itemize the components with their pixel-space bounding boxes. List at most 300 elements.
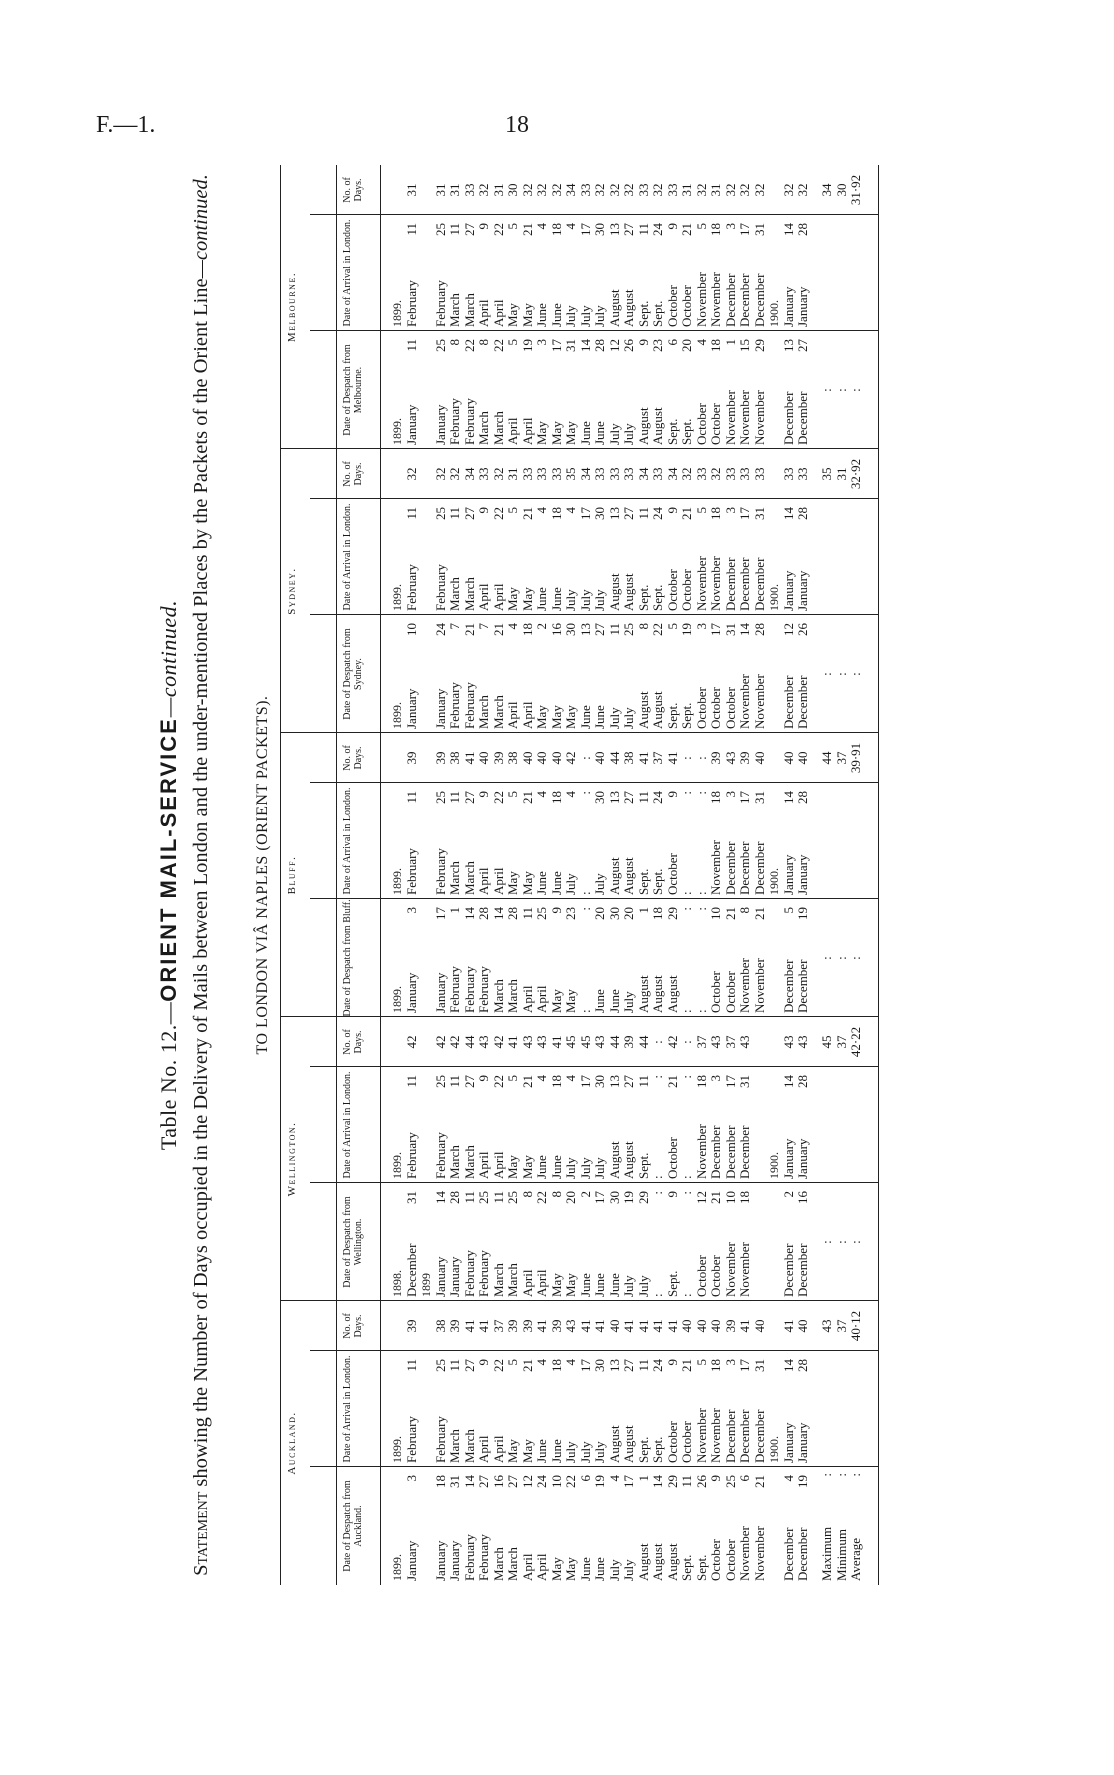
- arrival-date: [564, 1355, 579, 1463]
- despatch-date: [637, 619, 652, 729]
- despatch-date: [564, 903, 579, 1013]
- month: December: [722, 1125, 738, 1179]
- first-arrival: [405, 1355, 420, 1463]
- month: June: [592, 421, 607, 445]
- arrival-date: [506, 219, 521, 327]
- arrival-date: [463, 787, 478, 895]
- month: March: [461, 861, 477, 895]
- month: April: [519, 1269, 535, 1297]
- spacer: [390, 449, 405, 499]
- despatch-date: [521, 335, 536, 445]
- month: August: [635, 975, 651, 1013]
- month: October: [693, 403, 709, 445]
- days-value: 31: [490, 183, 506, 197]
- arrival-date: [492, 503, 507, 611]
- day: 27: [621, 507, 636, 520]
- arrival-date: [782, 1071, 797, 1179]
- day: 18: [548, 1075, 564, 1088]
- despatch-header: Date of Despatch from Bluff.: [342, 899, 353, 1017]
- summary-dots: :: [819, 956, 834, 960]
- arrival-date: [477, 1355, 492, 1463]
- day: 22: [490, 507, 506, 520]
- despatch-date: [651, 1187, 666, 1297]
- arrival-date: [738, 787, 753, 895]
- days-value: 33: [621, 467, 636, 481]
- year-label: 1899: [419, 1273, 433, 1297]
- day: 27: [461, 791, 477, 804]
- arrival-date: [608, 503, 623, 611]
- arrival-date: [521, 219, 536, 327]
- spacer: [419, 503, 434, 611]
- day: 20: [679, 339, 694, 352]
- days-value: 33: [577, 183, 593, 197]
- days-value: 40: [708, 1319, 723, 1333]
- month: March: [476, 411, 491, 445]
- day: 27: [592, 623, 607, 636]
- days-value: 30: [505, 183, 520, 197]
- summary-value: 43: [819, 1319, 834, 1333]
- day: 21: [664, 1075, 680, 1088]
- day: 17: [737, 791, 752, 804]
- despatch-date: [695, 903, 710, 1013]
- spacer: [419, 1355, 434, 1463]
- day: :: [679, 791, 694, 795]
- month: April: [490, 299, 506, 327]
- despatch-date: [579, 1187, 594, 1297]
- despatch-date: [463, 903, 478, 1013]
- month: November: [693, 1124, 709, 1179]
- despatch-date: [666, 619, 681, 729]
- days-value: 33: [534, 467, 549, 481]
- day: 25: [534, 907, 549, 920]
- day: 26: [621, 339, 636, 352]
- arrival-header: Date of Arrival in London.: [342, 219, 353, 327]
- arrival-date: [680, 787, 695, 895]
- day: 26: [693, 1475, 709, 1488]
- despatch-date: [448, 335, 463, 445]
- month: December: [737, 273, 752, 327]
- month: April: [476, 1151, 491, 1179]
- day: 24: [650, 507, 665, 520]
- despatch-date: [796, 619, 811, 729]
- day: 11: [403, 507, 419, 520]
- route-heading: TO LONDON VIÂ NAPLES (ORIENT PACKETS).: [254, 695, 271, 1055]
- arrival-date: [796, 1355, 811, 1463]
- day: 21: [461, 623, 477, 636]
- month: December: [737, 1409, 752, 1463]
- day: 21: [519, 223, 535, 236]
- day: 25: [432, 223, 448, 236]
- month: February: [476, 1534, 491, 1581]
- month: January: [780, 286, 796, 327]
- arrival-date: [579, 1071, 594, 1179]
- month: June: [577, 1557, 593, 1581]
- arrival-date: [434, 219, 449, 327]
- month: July: [592, 305, 607, 327]
- summary-days: [820, 449, 864, 499]
- month: March: [447, 293, 462, 327]
- year-label: 1898.: [390, 1270, 404, 1297]
- days-value: 33: [519, 467, 535, 481]
- day: 14: [490, 907, 506, 920]
- summary-dots: :: [833, 1240, 849, 1244]
- days-value: 40: [534, 751, 549, 765]
- summary-label: Minimum: [833, 1528, 849, 1581]
- despatch-date: [477, 619, 492, 729]
- day: 25: [432, 339, 448, 352]
- arrival-date: [535, 787, 550, 895]
- despatch-date: [506, 335, 521, 445]
- day: 18: [548, 507, 564, 520]
- month: June: [606, 1273, 622, 1297]
- despatch-date: [535, 903, 550, 1013]
- month: February: [476, 966, 491, 1013]
- arrival-date: [782, 503, 797, 611]
- month: June: [548, 1439, 564, 1463]
- summary-value: 37: [833, 1319, 849, 1333]
- despatch-column: [390, 335, 811, 445]
- despatch-date: [448, 1187, 463, 1297]
- month: June: [592, 1273, 607, 1297]
- month: Sept.: [664, 1270, 680, 1297]
- month: July: [592, 873, 607, 895]
- month: May: [563, 1273, 578, 1297]
- month: July: [621, 1559, 636, 1581]
- days-value: 39: [447, 1319, 462, 1333]
- arrival-date: [477, 219, 492, 327]
- days-value: 45: [577, 1035, 593, 1049]
- day: 28: [795, 223, 810, 236]
- arrival-date: [579, 219, 594, 327]
- arrival-date: [564, 787, 579, 895]
- month: Sept.: [650, 300, 665, 327]
- days-value: :: [693, 756, 709, 760]
- month: December: [795, 1243, 810, 1297]
- day: 27: [621, 223, 636, 236]
- days-value: 31: [505, 467, 520, 481]
- despatch-date: [434, 1187, 449, 1297]
- despatch-date: [622, 335, 637, 445]
- day: 27: [505, 1475, 520, 1488]
- despatch-date: [680, 1187, 695, 1297]
- day: 4: [534, 223, 549, 230]
- month: August: [635, 1543, 651, 1581]
- month: October: [664, 853, 680, 895]
- day: 12: [780, 623, 796, 636]
- month: November: [708, 840, 723, 895]
- month: November: [693, 272, 709, 327]
- day: 11: [635, 791, 651, 804]
- arrival-date: [448, 1071, 463, 1179]
- despatch-header: Date of Despatch from Melbourne.: [342, 344, 364, 436]
- summary-value: 40·12: [848, 1310, 863, 1342]
- despatch-date: [521, 619, 536, 729]
- arrival-date: [579, 787, 594, 895]
- arrival-date: [782, 1355, 797, 1463]
- day: 4: [563, 507, 578, 514]
- day: 31: [563, 339, 578, 352]
- days-value: 43: [534, 1035, 549, 1049]
- despatch-date: [593, 1471, 608, 1581]
- days-value: 40: [606, 1319, 622, 1333]
- month: February: [461, 398, 477, 445]
- month: November: [693, 1408, 709, 1463]
- day: 31: [751, 1359, 767, 1372]
- despatch-date: [579, 335, 594, 445]
- despatch-date: [506, 1471, 521, 1581]
- summary-dots: :: [819, 388, 834, 392]
- day: 8: [476, 339, 491, 346]
- days-value: 41: [577, 1319, 593, 1333]
- year-label: 1900.: [767, 1436, 781, 1463]
- month: May: [505, 1155, 520, 1179]
- days-value: 32: [708, 467, 723, 481]
- days-value: 39: [505, 1319, 520, 1333]
- day: 28: [795, 1075, 810, 1088]
- month: February: [461, 966, 477, 1013]
- arrival-date: [463, 1071, 478, 1179]
- month: December: [722, 841, 738, 895]
- day: 4: [534, 1359, 549, 1366]
- days-value: 39: [722, 1319, 738, 1333]
- month: :: [679, 1293, 694, 1297]
- despatch-date: [434, 335, 449, 445]
- table-title: Table No. 12.—ORIENT MAIL-SERVICE—continued.: [156, 599, 181, 1151]
- group-divider: [280, 1300, 878, 1301]
- day: 22: [490, 339, 506, 352]
- despatch-date: [492, 335, 507, 445]
- day: 21: [751, 907, 767, 920]
- days-value: 44: [635, 1035, 651, 1049]
- days-value: 32: [650, 183, 665, 197]
- days-value: 33: [461, 183, 477, 197]
- days-value: 33: [780, 467, 796, 481]
- month: December: [737, 841, 752, 895]
- day: 27: [621, 1075, 636, 1088]
- despatch-date: [796, 903, 811, 1013]
- rule-0: [280, 165, 281, 1585]
- month: April: [490, 867, 506, 895]
- arrival-date: [680, 1071, 695, 1179]
- despatch-date: [666, 903, 681, 1013]
- month: :: [679, 891, 694, 895]
- month: Sept.: [679, 1554, 694, 1581]
- first-days: 42: [403, 1035, 419, 1049]
- day: 20: [592, 907, 607, 920]
- days-value: 41: [548, 1035, 564, 1049]
- summary-dots: :: [848, 1473, 863, 1477]
- arrival-column: [390, 1355, 811, 1463]
- day: 31: [403, 1191, 419, 1204]
- day: 31: [722, 623, 738, 636]
- first-despatch: [405, 335, 420, 445]
- day: 11: [519, 907, 535, 920]
- despatch-date: [535, 1471, 550, 1581]
- day: 11: [606, 623, 622, 636]
- despatch-date: [492, 903, 507, 1013]
- mail-delivery-table: [280, 165, 880, 1585]
- day: 11: [679, 1475, 694, 1488]
- group-title-4: Melbourne.: [286, 271, 298, 343]
- month: October: [664, 285, 680, 327]
- arrival-header: Date of Arrival in London.: [342, 787, 353, 895]
- days-value: 32: [548, 183, 564, 197]
- summary-dots: :: [833, 388, 849, 392]
- month: October: [708, 971, 723, 1013]
- summary-dots: :: [848, 1240, 863, 1244]
- summary-value: 44: [819, 751, 834, 765]
- despatch-date: [564, 335, 579, 445]
- month: August: [606, 289, 622, 327]
- spacer: [419, 219, 434, 327]
- month: March: [505, 1547, 520, 1581]
- summary-days: [820, 1301, 864, 1351]
- day: 29: [635, 1191, 651, 1204]
- arrival-date: [521, 1355, 536, 1463]
- day: 1: [722, 339, 738, 346]
- day: 29: [664, 1475, 680, 1488]
- days-value: 38: [447, 751, 462, 765]
- day: 11: [403, 223, 419, 236]
- year-label: 1899.: [390, 986, 404, 1013]
- days-value: 45: [563, 1035, 578, 1049]
- arrival-date: [463, 1355, 478, 1463]
- day: 19: [621, 1191, 636, 1204]
- month: February: [432, 564, 448, 611]
- month: June: [548, 303, 564, 327]
- group-title-0: Auckland.: [286, 1411, 298, 1475]
- arrival-date: [637, 219, 652, 327]
- month: October: [664, 569, 680, 611]
- despatch-date: [535, 1187, 550, 1297]
- day: 8: [635, 623, 651, 630]
- arrival-date: [782, 787, 797, 895]
- days-value: 40: [795, 1319, 810, 1333]
- month: June: [534, 1155, 549, 1179]
- month: April: [490, 1435, 506, 1463]
- month: July: [563, 1441, 578, 1463]
- summary-value: 31·92: [848, 174, 863, 206]
- arrival-date: [477, 503, 492, 611]
- day: :: [693, 791, 709, 795]
- despatch-date: [738, 1187, 753, 1297]
- day: 3: [403, 907, 419, 914]
- summary-value: 45: [819, 1035, 834, 1049]
- month: January: [780, 570, 796, 611]
- day: 11: [635, 507, 651, 520]
- month: January: [403, 972, 419, 1013]
- day: 10: [548, 1475, 564, 1488]
- arrival-date: [680, 503, 695, 611]
- spacer: [767, 165, 782, 215]
- day: 29: [751, 339, 767, 352]
- day: 22: [563, 1475, 578, 1488]
- days-value: 34: [664, 467, 680, 481]
- summary-despatch: [820, 615, 864, 733]
- days-value: 43: [592, 1035, 607, 1049]
- day: 6: [737, 1475, 752, 1482]
- days-value: 33: [635, 183, 651, 197]
- year-label: 1899.: [390, 1152, 404, 1179]
- day: 22: [490, 1359, 506, 1372]
- month: January: [795, 1422, 810, 1463]
- arrival-date: [796, 1071, 811, 1179]
- summary-despatch: [820, 331, 864, 449]
- month: :: [577, 891, 593, 895]
- month: November: [737, 958, 752, 1013]
- day: 18: [737, 1191, 752, 1204]
- days-value: 33: [548, 467, 564, 481]
- summary-despatch: [820, 1467, 864, 1585]
- arrival-date: [593, 503, 608, 611]
- day: 28: [447, 1191, 462, 1204]
- arrival-date: [550, 503, 565, 611]
- arrival-date: [492, 787, 507, 895]
- despatch-date: [753, 335, 768, 445]
- days-value: 41: [534, 1319, 549, 1333]
- day: 14: [737, 623, 752, 636]
- group-title-2: Bluff.: [286, 855, 298, 895]
- month: June: [548, 587, 564, 611]
- day: 5: [664, 623, 680, 630]
- month: :: [693, 1009, 709, 1013]
- day: 18: [548, 223, 564, 236]
- despatch-date: [782, 335, 797, 445]
- month: March: [461, 577, 477, 611]
- arrival-date: [695, 1071, 710, 1179]
- month: October: [693, 1255, 709, 1297]
- first-despatch: [405, 1187, 420, 1297]
- days-value: 33: [795, 467, 810, 481]
- month: November: [722, 390, 738, 445]
- day: 11: [447, 507, 462, 520]
- arrival-date: [550, 219, 565, 327]
- summary-dots: :: [833, 956, 849, 960]
- month: April: [476, 867, 491, 895]
- day: :: [679, 1075, 694, 1079]
- arrival-date: [492, 219, 507, 327]
- month: February: [403, 848, 419, 895]
- despatch-date: [448, 1471, 463, 1581]
- days-column: [390, 1301, 811, 1351]
- month: Sept.: [635, 1152, 651, 1179]
- first-arrival: [405, 219, 420, 327]
- day: 14: [780, 507, 796, 520]
- arrival-date: [651, 1071, 666, 1179]
- day: 17: [577, 1075, 593, 1088]
- month: June: [534, 587, 549, 611]
- month: May: [505, 303, 520, 327]
- despatch-date: [782, 903, 797, 1013]
- statement-continued: —continued.: [190, 174, 212, 279]
- year-label: 1900.: [767, 868, 781, 895]
- despatch-date: [695, 1471, 710, 1581]
- month: March: [447, 1429, 462, 1463]
- arrival-column: [390, 503, 811, 611]
- days-value: 34: [577, 467, 593, 481]
- first-despatch: [405, 903, 420, 1013]
- month: July: [592, 1157, 607, 1179]
- despatch-date: [463, 1187, 478, 1297]
- day: 5: [693, 507, 709, 514]
- year-label: 1899.: [390, 702, 404, 729]
- table-continued: —continued.: [156, 599, 181, 718]
- despatch-date: [608, 1187, 623, 1297]
- arrival-date: [724, 1355, 739, 1463]
- days-value: 34: [461, 467, 477, 481]
- despatch-date: [550, 1471, 565, 1581]
- day: 18: [650, 907, 665, 920]
